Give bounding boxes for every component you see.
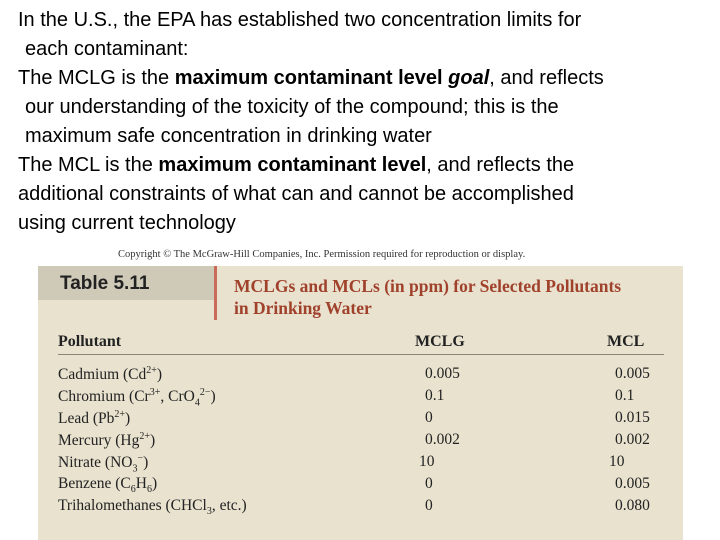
mclg-definition-line-2: our understanding of the toxicity of the compound; this is the	[25, 96, 559, 118]
mcl-cell: 0.005	[615, 365, 650, 382]
pollutant-cell: Cadmium $(Cd^{2+})$	[58, 365, 163, 384]
mclg-cell: 0	[425, 475, 433, 492]
mclg-cell: 0.002	[425, 431, 460, 448]
table-heading	[234, 275, 674, 319]
pollutant-cell: Nitrate $(NO_3^-)$	[58, 453, 149, 475]
mclg-cell: 0	[425, 497, 433, 514]
table-row	[38, 431, 683, 453]
mcl-cell: 10	[609, 453, 625, 470]
header-rule	[58, 354, 664, 355]
pollutant-cell: Lead $(Pb^{2+})$	[58, 409, 131, 428]
table-row	[38, 387, 683, 409]
table-heading-line-1: MCLGs and MCLs (in ppm) for Selected Pollutants	[234, 276, 622, 296]
mclg-prefix: The MCLG is the	[18, 67, 175, 89]
table-heading-line-2: in Drinking Water	[234, 298, 372, 318]
table-row	[38, 497, 683, 519]
table-title-bar	[38, 266, 683, 320]
intro-text	[18, 6, 718, 238]
table-row	[38, 365, 683, 387]
mcl-cell: 0.002	[615, 431, 650, 448]
pollutant-cell: Trihalomethanes (CHCl$_3$, etc.)	[58, 497, 247, 518]
mclg-suffix: , and reflects	[489, 67, 604, 89]
pollutant-cell: Chromium ($Cr^{3+}$, CrO$_4^{2-}$)	[58, 387, 216, 409]
table-row	[38, 453, 683, 475]
mclg-term-goal: goal	[448, 67, 490, 89]
mclg-definition-line-3: maximum safe concentration in drinking water	[25, 125, 432, 147]
column-header-mclg: MCLG	[415, 333, 465, 350]
mcl-cell: 0.015	[615, 409, 650, 426]
mcl-cell: 0.1	[615, 387, 635, 404]
mcl-suffix: , and reflects the	[426, 154, 575, 176]
table-row	[38, 409, 683, 431]
mcl-term: maximum contaminant level	[158, 154, 427, 176]
mclg-cell: 0.005	[425, 365, 460, 382]
column-header-pollutant: Pollutant	[58, 333, 122, 350]
mcl-cell: 0.080	[615, 497, 650, 514]
table-label: Table 5.11	[60, 273, 150, 294]
mcl-definition-line-1	[18, 151, 718, 180]
table-label-box	[38, 266, 214, 300]
mcl-cell: 0.005	[615, 475, 650, 492]
mclg-term: maximum contaminant level	[174, 67, 449, 89]
pollutant-cell: Mercury $(Hg^{2+})$	[58, 431, 156, 450]
mclg-cell: 10	[419, 453, 435, 470]
mclg-cell: 0.1	[425, 387, 445, 404]
table-row	[38, 475, 683, 497]
mcl-definition-line-2: additional constraints of what can and cannot be accomplished	[18, 183, 574, 205]
mcl-definition-line-3: using current technology	[18, 212, 236, 234]
intro-line-2: each contaminant:	[25, 38, 189, 60]
pollutant-table	[38, 266, 683, 540]
mclg-cell: 0	[425, 409, 433, 426]
mcl-prefix: The MCL is the	[18, 154, 159, 176]
pollutant-cell: Benzene $(C_6H_6)$	[58, 475, 158, 496]
table-accent-divider	[214, 266, 217, 320]
copyright-notice: Copyright © The McGraw-Hill Companies, Inc. Permission required for reproduction or display.	[118, 249, 526, 260]
intro-line-1: In the U.S., the EPA has established two concentration limits for	[18, 9, 582, 31]
mclg-definition-line-1	[18, 64, 718, 93]
column-header-mcl: MCL	[607, 333, 645, 350]
